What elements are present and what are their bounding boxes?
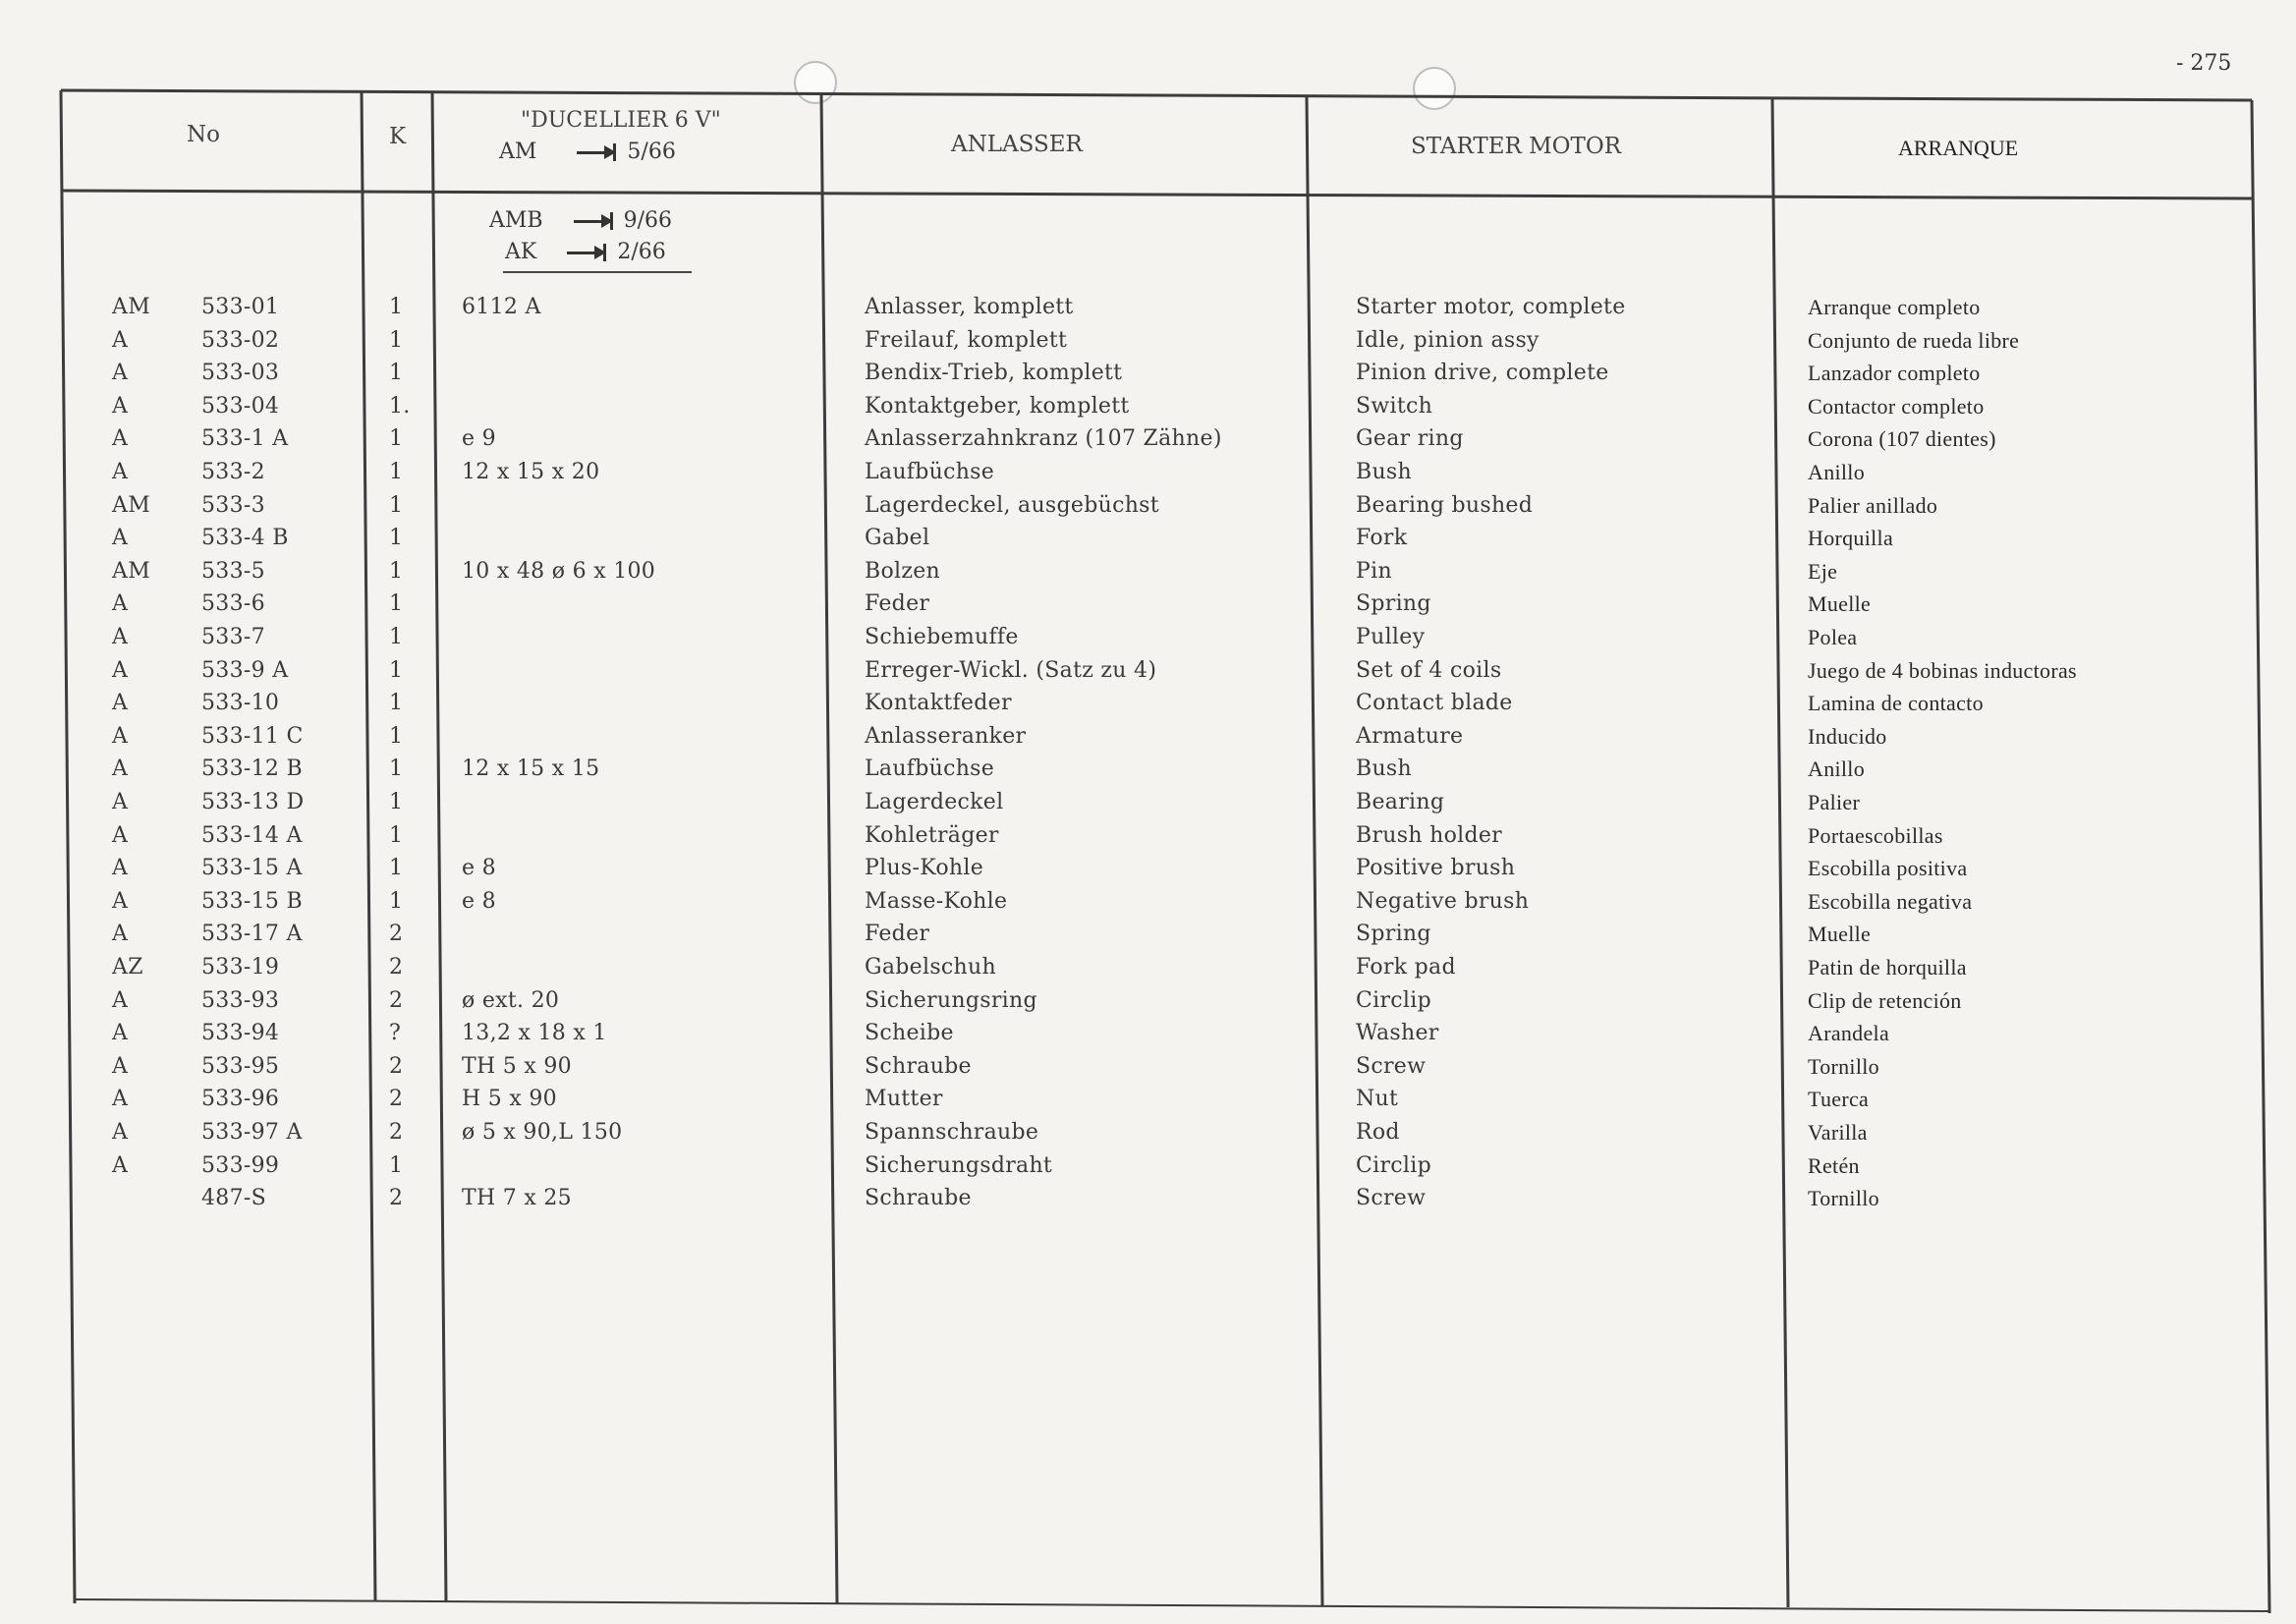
part-name-english: Gear ring	[1356, 426, 1464, 452]
part-name-german: Schraube	[865, 1053, 972, 1079]
subheader-ak	[505, 240, 666, 264]
part-quantity: 1	[389, 723, 404, 749]
part-quantity: 1	[389, 822, 404, 848]
table-row	[0, 591, 2296, 625]
part-number: 533-1 A	[201, 426, 289, 452]
part-type: A	[112, 625, 129, 649]
part-number: 533-97 A	[201, 1120, 303, 1145]
part-name-german: Kohleträger	[865, 822, 999, 848]
part-name-spanish: Muelle	[1808, 922, 1872, 947]
part-spec: TH 7 x 25	[462, 1186, 572, 1211]
part-number: 533-17 A	[201, 922, 303, 947]
part-name-spanish: Patin de horquilla	[1808, 955, 1967, 980]
part-quantity: 1	[389, 526, 404, 551]
part-name-english: Starter motor, complete	[1356, 295, 1626, 319]
part-number: 533-15 B	[201, 888, 303, 914]
part-quantity: 1	[389, 625, 404, 649]
part-type: A	[112, 856, 129, 881]
part-quantity: ?	[389, 1021, 402, 1046]
part-name-english: Switch	[1356, 393, 1433, 419]
table-row	[0, 889, 2296, 923]
table-row	[0, 856, 2296, 889]
part-quantity: 1	[389, 361, 404, 386]
table-row	[0, 1054, 2296, 1088]
part-name-english: Spring	[1356, 591, 1431, 617]
part-number: 533-01	[201, 295, 280, 319]
part-quantity: 2	[389, 1186, 404, 1211]
part-name-english: Nut	[1356, 1087, 1399, 1112]
part-name-spanish: Juego de 4 bobinas inductoras	[1808, 657, 2077, 683]
part-name-english: Rod	[1356, 1120, 1400, 1145]
part-type: A	[112, 327, 129, 353]
part-quantity: 1	[389, 591, 404, 617]
part-number: 533-2	[201, 460, 265, 484]
frame-bottom-line	[75, 1599, 2269, 1611]
part-name-german: Anlasser, komplett	[865, 295, 1074, 319]
part-type: AZ	[112, 955, 143, 980]
part-name-german: Bendix-Trieb, komplett	[865, 361, 1123, 386]
part-quantity: 1	[389, 888, 404, 914]
part-name-german: Laufbüchse	[865, 756, 995, 782]
part-name-spanish: Muelle	[1808, 591, 1872, 617]
part-quantity: 1	[389, 460, 404, 484]
part-name-english: Circlip	[1356, 987, 1431, 1013]
part-quantity: 1	[389, 790, 404, 814]
table-row	[0, 394, 2296, 427]
part-name-german: Bolzen	[865, 558, 941, 584]
part-quantity: 2	[389, 1087, 404, 1112]
part-quantity: 1	[389, 691, 404, 716]
table-row	[0, 790, 2296, 823]
part-name-spanish: Escobilla negativa	[1808, 888, 1973, 914]
part-name-english: Fork	[1356, 526, 1408, 551]
table-row	[0, 460, 2296, 493]
part-type: A	[112, 526, 129, 551]
part-name-spanish: Lanzador completo	[1808, 361, 1981, 386]
part-number: 533-13 D	[201, 790, 305, 814]
part-name-german: Anlasserzahnkranz (107 Zähne)	[865, 426, 1222, 452]
table-row	[0, 1087, 2296, 1120]
part-number: 533-19	[201, 955, 280, 980]
header-arranque: ARRANQUE	[1898, 136, 2019, 160]
table-row	[0, 625, 2296, 658]
part-name-spanish: Escobilla positiva	[1808, 856, 1968, 881]
part-spec: 12 x 15 x 15	[462, 756, 600, 782]
part-spec: e 8	[462, 888, 496, 914]
part-name-german: Lagerdeckel	[865, 790, 1004, 814]
table-row	[0, 295, 2296, 328]
part-quantity: 1	[389, 327, 404, 353]
part-name-spanish: Portaescobillas	[1808, 822, 1943, 848]
table-row	[0, 361, 2296, 394]
part-quantity: 2	[389, 987, 404, 1013]
table-row	[0, 1153, 2296, 1187]
part-type: A	[112, 691, 129, 716]
table-row	[0, 328, 2296, 362]
part-number: 533-96	[201, 1087, 280, 1112]
frame-top-line	[61, 90, 2252, 100]
part-number: 533-12 B	[201, 756, 303, 782]
table-row	[0, 823, 2296, 857]
part-name-english: Set of 4 coils	[1356, 657, 1502, 683]
table-row	[0, 756, 2296, 790]
table-row	[0, 922, 2296, 955]
part-quantity: 2	[389, 1053, 404, 1079]
part-spec: TH 5 x 90	[462, 1053, 572, 1079]
part-name-german: Gabelschuh	[865, 955, 996, 980]
part-name-spanish: Arranque completo	[1808, 295, 1981, 319]
part-number: 533-94	[201, 1021, 280, 1046]
part-name-english: Pinion drive, complete	[1356, 361, 1609, 386]
part-type: AM	[112, 558, 151, 584]
table-row	[0, 1186, 2296, 1219]
part-name-german: Erreger-Wickl. (Satz zu 4)	[865, 657, 1157, 683]
part-spec: 12 x 15 x 20	[462, 460, 600, 484]
part-type: A	[112, 756, 129, 782]
table-row	[0, 955, 2296, 988]
part-quantity: 1	[389, 756, 404, 782]
part-spec: 6112 A	[462, 295, 541, 319]
part-name-spanish: Anillo	[1808, 460, 1866, 484]
part-name-german: Freilauf, komplett	[865, 327, 1068, 353]
part-number: 487-S	[201, 1186, 266, 1211]
part-name-german: Masse-Kohle	[865, 888, 1008, 914]
part-quantity: 1	[389, 856, 404, 881]
part-number: 533-95	[201, 1053, 280, 1079]
part-name-spanish: Tuerca	[1808, 1087, 1870, 1112]
part-name-spanish: Tornillo	[1808, 1053, 1879, 1079]
part-type: A	[112, 723, 129, 749]
part-quantity: 1	[389, 295, 404, 319]
arrow-stop-icon	[567, 244, 606, 261]
part-type: A	[112, 1152, 129, 1178]
frame-header-line	[61, 191, 2252, 198]
part-number: 533-99	[201, 1152, 280, 1178]
part-type: A	[112, 987, 129, 1013]
part-quantity: 2	[389, 955, 404, 980]
part-name-english: Spring	[1356, 922, 1431, 947]
part-name-english: Positive brush	[1356, 856, 1516, 881]
part-name-spanish: Corona (107 dientes)	[1808, 426, 1996, 452]
subheader-amb-date: 9/66	[623, 208, 672, 233]
header-anlasser: ANLASSER	[951, 132, 1083, 157]
part-quantity: 1	[389, 657, 404, 683]
part-type: A	[112, 426, 129, 452]
table-row	[0, 526, 2296, 559]
part-name-spanish: Clip de retención	[1808, 987, 1962, 1013]
part-name-spanish: Polea	[1808, 625, 1858, 649]
part-type: A	[112, 888, 129, 914]
part-number: 533-4 B	[201, 526, 289, 551]
part-type: AM	[112, 295, 151, 319]
part-name-english: Bearing bushed	[1356, 492, 1534, 518]
part-name-english: Washer	[1356, 1021, 1439, 1046]
header-ducellier-title: "DUCELLIER 6 V"	[521, 108, 721, 133]
part-name-german: Feder	[865, 922, 930, 947]
part-number: 533-9 A	[201, 657, 289, 683]
part-number: 533-5	[201, 558, 265, 584]
part-type: A	[112, 1120, 129, 1145]
part-name-english: Screw	[1356, 1186, 1427, 1211]
part-number: 533-15 A	[201, 856, 303, 881]
part-name-english: Contact blade	[1356, 691, 1513, 716]
header-am-date: 5/66	[627, 140, 676, 164]
part-number: 533-10	[201, 691, 280, 716]
part-type: A	[112, 790, 129, 814]
part-number: 533-6	[201, 591, 265, 617]
part-spec: ø ext. 20	[462, 987, 560, 1013]
part-spec: 10 x 48 ø 6 x 100	[462, 558, 656, 584]
part-name-german: Plus-Kohle	[865, 856, 984, 881]
header-am-label: AM	[499, 140, 537, 164]
part-name-german: Sicherungsdraht	[865, 1152, 1053, 1178]
part-type: A	[112, 822, 129, 848]
table-row	[0, 691, 2296, 724]
header-no: No	[187, 122, 220, 147]
part-name-english: Bush	[1356, 756, 1412, 782]
part-name-german: Schraube	[865, 1186, 972, 1211]
part-name-german: Anlasseranker	[865, 723, 1027, 749]
part-quantity: 1	[389, 492, 404, 518]
part-number: 533-11 C	[201, 723, 304, 749]
part-name-german: Kontaktfeder	[865, 691, 1012, 716]
part-number: 533-7	[201, 625, 265, 649]
part-name-spanish: Horquilla	[1808, 526, 1894, 551]
part-name-german: Mutter	[865, 1087, 943, 1112]
part-name-spanish: Anillo	[1808, 756, 1866, 782]
subheader-amb	[489, 208, 672, 233]
part-type: AM	[112, 492, 151, 518]
part-name-german: Spannschraube	[865, 1120, 1039, 1145]
table-row	[0, 426, 2296, 460]
part-spec: H 5 x 90	[462, 1087, 557, 1112]
part-number: 533-03	[201, 361, 280, 386]
part-quantity: 1	[389, 426, 404, 452]
part-name-english: Negative brush	[1356, 888, 1530, 914]
part-name-spanish: Palier anillado	[1808, 492, 1938, 518]
part-name-english: Bush	[1356, 460, 1412, 484]
part-name-spanish: Lamina de contacto	[1808, 691, 1984, 716]
part-name-spanish: Eje	[1808, 558, 1838, 584]
part-number: 533-14 A	[201, 822, 303, 848]
part-name-english: Brush holder	[1356, 822, 1502, 848]
header-ducellier-am	[499, 140, 676, 164]
part-name-german: Laufbüchse	[865, 460, 995, 484]
part-name-spanish: Palier	[1808, 790, 1861, 814]
part-name-english: Pin	[1356, 558, 1392, 584]
part-number: 533-3	[201, 492, 265, 518]
part-name-german: Gabel	[865, 526, 930, 551]
arrow-stop-icon	[577, 143, 616, 161]
part-name-english: Idle, pinion assy	[1356, 327, 1540, 353]
part-type: A	[112, 591, 129, 617]
part-name-english: Pulley	[1356, 625, 1426, 649]
part-number: 533-02	[201, 327, 280, 353]
arrow-stop-icon	[574, 212, 613, 230]
part-name-spanish: Inducido	[1808, 723, 1887, 749]
part-spec: 13,2 x 18 x 1	[462, 1021, 607, 1046]
part-type: A	[112, 657, 129, 683]
part-name-german: Sicherungsring	[865, 987, 1037, 1013]
part-type: A	[112, 1053, 129, 1079]
header-k: K	[389, 124, 407, 149]
part-name-spanish: Conjunto de rueda libre	[1808, 327, 2020, 353]
subheader-ak-date: 2/66	[617, 240, 666, 264]
part-number: 533-93	[201, 987, 280, 1013]
part-type: A	[112, 1021, 129, 1046]
subheader-ak-label: AK	[505, 240, 537, 264]
part-name-spanish: Retén	[1808, 1152, 1860, 1178]
part-name-german: Kontaktgeber, komplett	[865, 393, 1130, 419]
part-name-german: Feder	[865, 591, 930, 617]
part-spec: ø 5 x 90,L 150	[462, 1120, 623, 1145]
part-name-german: Schiebemuffe	[865, 625, 1019, 649]
part-name-spanish: Varilla	[1808, 1120, 1868, 1145]
table-row	[0, 1120, 2296, 1153]
table-row	[0, 724, 2296, 757]
part-name-spanish: Contactor completo	[1808, 393, 1985, 419]
table-row	[0, 1021, 2296, 1054]
table-row	[0, 658, 2296, 692]
table-row	[0, 493, 2296, 527]
header-starter-motor: STARTER MOTOR	[1411, 134, 1622, 159]
subheader-amb-label: AMB	[489, 208, 543, 233]
part-type: A	[112, 460, 129, 484]
part-name-english: Circlip	[1356, 1152, 1431, 1178]
table-row	[0, 988, 2296, 1022]
part-name-english: Bearing	[1356, 790, 1445, 814]
subheader-underline	[503, 271, 692, 273]
part-name-german: Scheibe	[865, 1021, 954, 1046]
part-name-english: Armature	[1356, 723, 1464, 749]
part-type: A	[112, 361, 129, 386]
table-row	[0, 559, 2296, 592]
part-type: A	[112, 922, 129, 947]
page-number: - 275	[2176, 51, 2232, 76]
part-quantity: 2	[389, 1120, 404, 1145]
part-spec: e 9	[462, 426, 496, 452]
part-quantity: 1	[389, 558, 404, 584]
part-type: A	[112, 393, 129, 419]
part-name-english: Screw	[1356, 1053, 1427, 1079]
part-quantity: 2	[389, 922, 404, 947]
part-number: 533-04	[201, 393, 280, 419]
part-name-spanish: Tornillo	[1808, 1186, 1879, 1211]
part-name-german: Lagerdeckel, ausgebüchst	[865, 492, 1159, 518]
part-type: A	[112, 1087, 129, 1112]
part-quantity: 1.	[389, 393, 411, 419]
part-name-english: Fork pad	[1356, 955, 1456, 980]
part-quantity: 1	[389, 1152, 404, 1178]
part-spec: e 8	[462, 856, 496, 881]
part-name-spanish: Arandela	[1808, 1021, 1890, 1046]
